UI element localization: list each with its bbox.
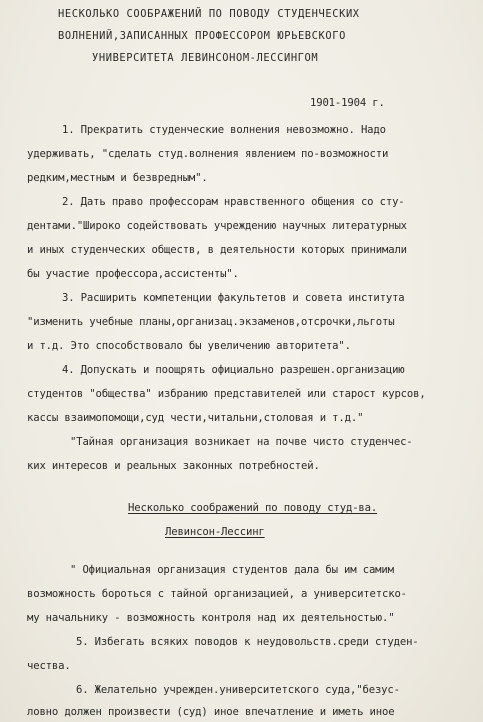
paragraph-line: му начальнику - возможность контроля над их деятельностью." (27, 612, 395, 624)
paragraph-line: и т.д. Это способствовало бы увеличению авторитета". (27, 340, 351, 352)
paragraph-line: 5. Избегать всяких поводов к неудовольств.среди студен- (76, 636, 419, 648)
paragraph-line: ловно должен произвести (суд) иное впечатление и иметь иное (27, 706, 395, 718)
paragraph-line: чества. (27, 660, 71, 672)
paragraph-line: удерживать, "сделать студ.волнения явлением по-возможности (27, 148, 389, 160)
paragraph-line: бы участие профессора,ассистенты". (27, 268, 239, 280)
paragraph-line: возможность бороться с тайной организацией, а университетско- (27, 588, 407, 600)
paragraph-line: редким,местным и безвредным". (27, 172, 208, 184)
paragraph-line: "изменить учебные планы,организац.экзаменов,отсрочки,льготы (27, 316, 395, 328)
document-title-line-2: ВОЛНЕНИЙ,ЗАПИСАННЫХ ПРОФЕССОРОМ ЮРЬЕВСКОГО (58, 30, 346, 42)
paragraph-line: " Официальная организация студентов дала бы им самим (70, 564, 394, 576)
section-heading: Несколько соображений по поводу студ-ва. (128, 502, 378, 514)
section-heading-author: Левинсон-Лессинг (165, 526, 265, 538)
paragraph-line: кассы взаимопомощи,суд чести,читальни,столовая и т.д." (27, 412, 364, 424)
paragraph-line: 1. Прекратить студенческие волнения невозможно. Надо (62, 124, 386, 136)
paragraph-line: и иных студенческих обществ, в деятельности которых принимали (27, 244, 407, 256)
document-title-line-1: НЕСКОЛЬКО СООБРАЖЕНИЙ ПО ПОВОДУ СТУДЕНЧЕСКИХ (58, 8, 360, 20)
paragraph-line: дентами."Широко содействовать учреждению научных литературных (27, 220, 407, 232)
paragraph-line: 2. Дать право профессорам нравственного общения со сту- (62, 196, 405, 208)
paragraph-line: ких интересов и реальных законных потребностей. (27, 460, 320, 472)
document-title-line-3: УНИВЕРСИТЕТА ЛЕВИНСОНОМ-ЛЕССИНГОМ (92, 52, 319, 64)
paragraph-line: студентов "общества" избранию представителей или старост курсов, (27, 388, 426, 400)
paragraph-line: 3. Расширить компетенции факультетов и совета института (62, 292, 405, 304)
paragraph-line: 6. Желательно учрежден.университетского суда,"безус- (76, 684, 400, 696)
paragraph-line: 4. Допускать и поощрять официально разрешен.организацию (62, 364, 405, 376)
paragraph-line: "Тайная организация возникает на почве чисто студенчес- (70, 436, 413, 448)
document-years: 1901-1904 г. (310, 97, 385, 109)
